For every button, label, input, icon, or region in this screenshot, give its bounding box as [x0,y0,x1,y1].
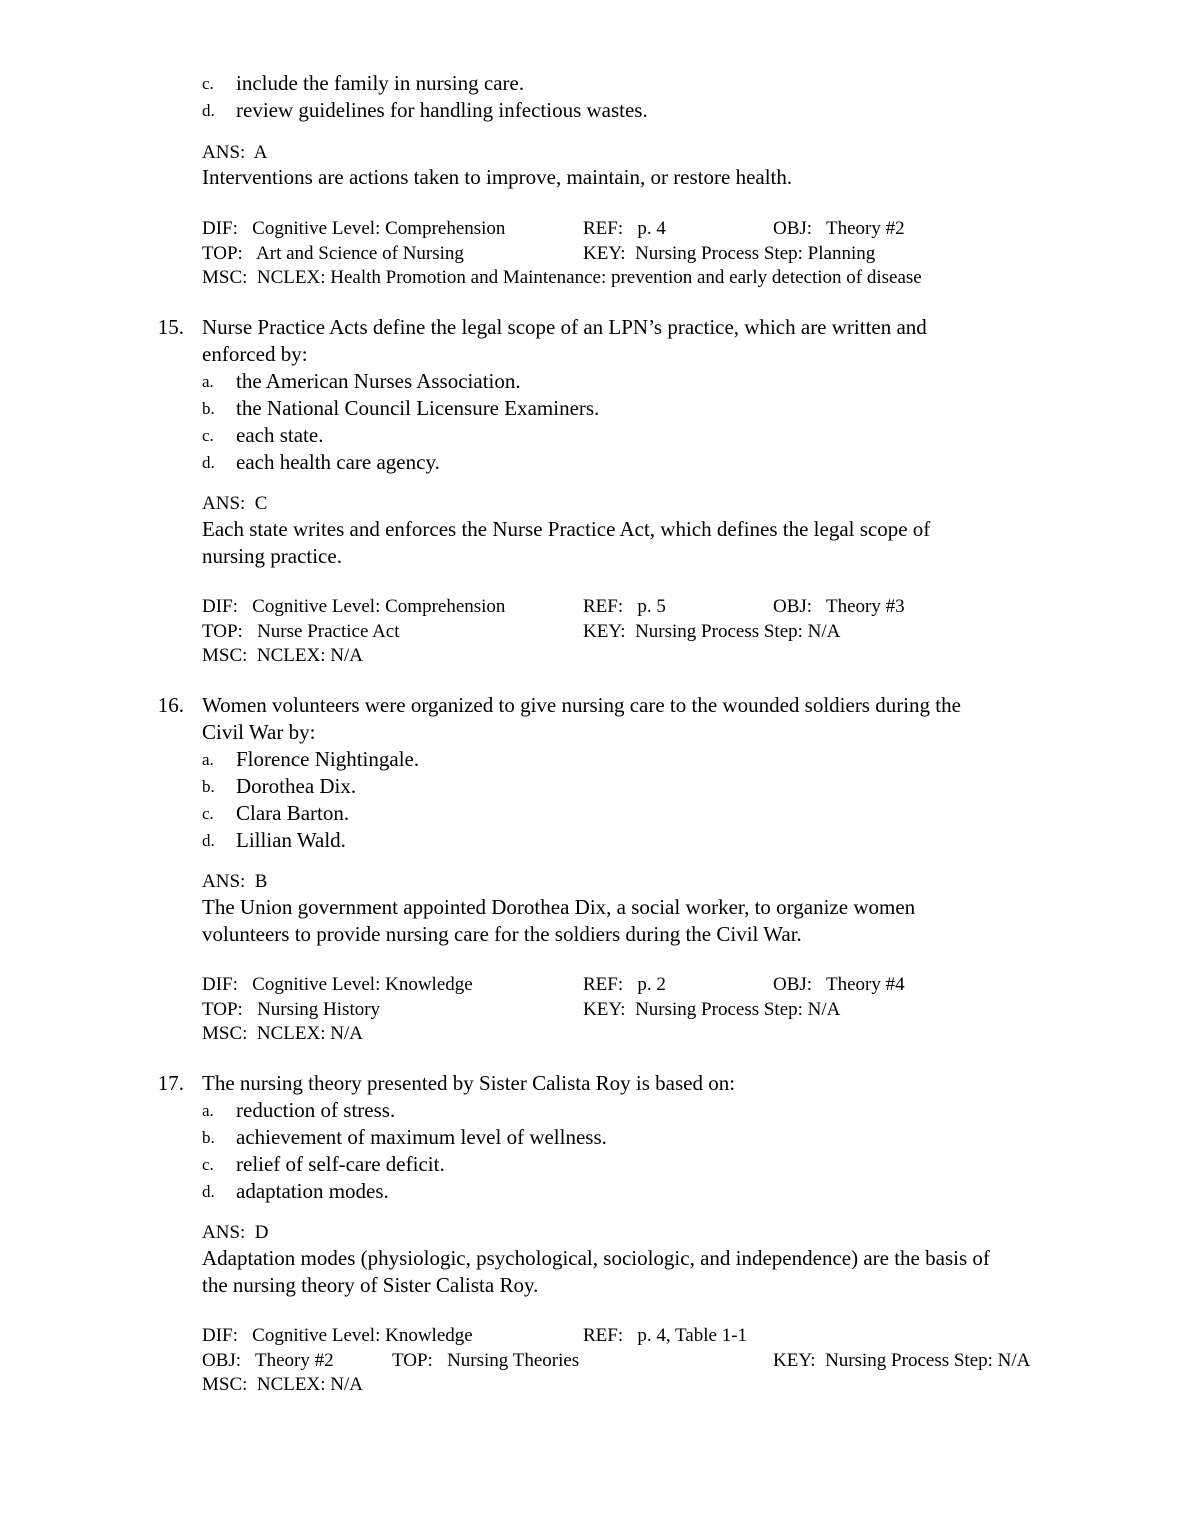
meta-dif: DIF: Cognitive Level: Knowledge [202,974,473,995]
option-text: the National Council Licensure Examiners. [236,396,600,420]
option-text: the American Nurses Association. [236,369,521,393]
question-number: 15. [157,315,184,339]
meta-dif: DIF: Cognitive Level: Comprehension [202,596,506,617]
meta-obj: OBJ: Theory #3 [773,596,905,617]
option-letter: a. [202,372,214,391]
option-letter: a. [202,1101,214,1120]
rationale: Each state writes and enforces the Nurse Practice Act, which defines the legal scope of [202,517,931,541]
meta-obj: OBJ: Theory #2 [773,218,905,239]
option-text: Florence Nightingale. [236,747,420,771]
meta-obj: OBJ: Theory #2 [202,1350,334,1371]
rationale: The Union government appointed Dorothea Dix, a social worker, to organize women [202,895,916,919]
option-text: include the family in nursing care. [236,71,525,95]
question-stem: Women volunteers were organized to give nursing care to the wounded soldiers during the [202,693,961,717]
meta-msc: MSC: NCLEX: N/A [202,1023,363,1044]
meta-top: TOP: Art and Science of Nursing [202,243,464,264]
option-letter: b. [202,777,215,796]
option-text: adaptation modes. [236,1179,389,1203]
option-letter: d. [202,453,215,472]
meta-ref: REF: p. 4 [583,218,666,239]
option-letter: c. [202,804,214,823]
meta-key: KEY: Nursing Process Step: Planning [583,243,876,264]
answer-key: ANS: C [202,493,268,514]
meta-dif: DIF: Cognitive Level: Knowledge [202,1325,473,1346]
option-text: achievement of maximum level of wellness. [236,1125,607,1149]
question-number: 17. [157,1071,184,1095]
meta-ref: REF: p. 4, Table 1-1 [583,1325,748,1346]
meta-msc: MSC: NCLEX: Health Promotion and Maintenance: prevention and early detection of disease [202,267,922,288]
option-letter: b. [202,1128,215,1147]
meta-msc: MSC: NCLEX: N/A [202,645,363,666]
meta-ref: REF: p. 2 [583,974,666,995]
answer-key: ANS: D [202,1222,269,1243]
question-number: 16. [157,693,184,717]
meta-key: KEY: Nursing Process Step: N/A [583,999,841,1020]
meta-key: KEY: Nursing Process Step: N/A [583,621,841,642]
meta-key: KEY: Nursing Process Step: N/A [773,1350,1031,1371]
question-stem: Nurse Practice Acts define the legal scope of an LPN’s practice, which are written and [202,315,927,339]
question-stem: The nursing theory presented by Sister Calista Roy is based on: [202,1071,736,1095]
meta-obj: OBJ: Theory #4 [773,974,905,995]
meta-top: TOP: Nursing Theories [392,1350,580,1371]
rationale: Interventions are actions taken to improve, maintain, or restore health. [202,165,793,189]
option-letter: c. [202,1155,214,1174]
meta-top: TOP: Nurse Practice Act [202,621,400,642]
option-letter: d. [202,101,215,120]
option-letter: d. [202,1182,215,1201]
meta-ref: REF: p. 5 [583,596,666,617]
rationale: volunteers to provide nursing care for the soldiers during the Civil War. [202,922,802,946]
option-letter: a. [202,750,214,769]
option-text: reduction of stress. [236,1098,396,1122]
option-text: Lillian Wald. [236,828,346,852]
option-text: relief of self-care deficit. [236,1152,445,1176]
rationale: Adaptation modes (physiologic, psychological, sociologic, and independence) are the basis of [202,1246,990,1270]
rationale: the nursing theory of Sister Calista Roy. [202,1273,539,1297]
option-text: Clara Barton. [236,801,350,825]
meta-top: TOP: Nursing History [202,999,381,1020]
answer-key: ANS: B [202,871,268,892]
rationale: nursing practice. [202,544,342,568]
option-text: review guidelines for handling infectious wastes. [236,98,648,122]
option-text: each state. [236,423,324,447]
option-text: each health care agency. [236,450,440,474]
option-letter: c. [202,74,214,93]
option-letter: c. [202,426,214,445]
meta-msc: MSC: NCLEX: N/A [202,1374,363,1395]
option-letter: d. [202,831,215,850]
meta-dif: DIF: Cognitive Level: Comprehension [202,218,506,239]
question-stem: Civil War by: [202,720,316,744]
answer-key: ANS: A [202,142,268,163]
question-stem: enforced by: [202,342,308,366]
option-text: Dorothea Dix. [236,774,357,798]
option-letter: b. [202,399,215,418]
